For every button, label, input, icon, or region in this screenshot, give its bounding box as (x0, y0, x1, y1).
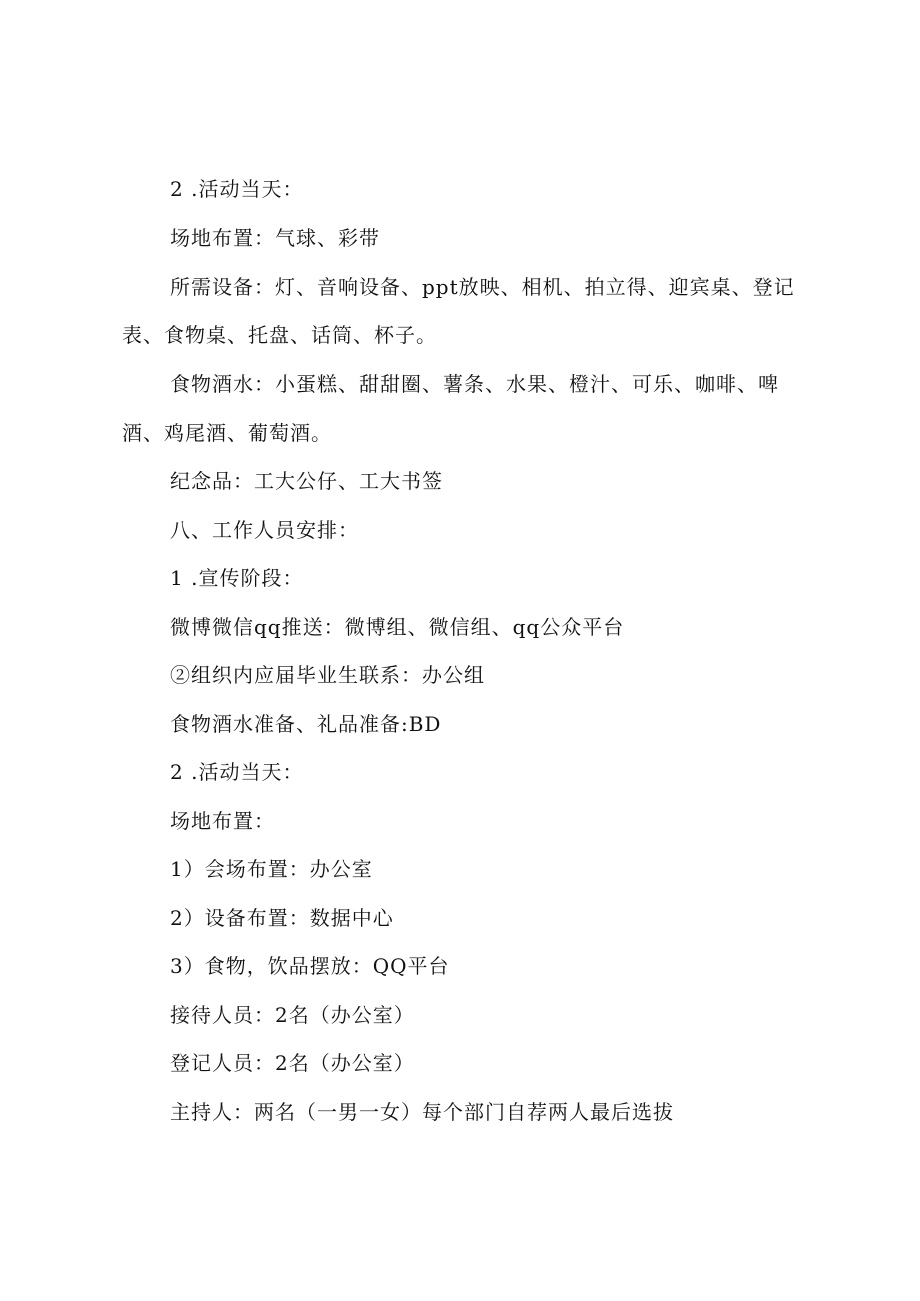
paragraph-food-drinks-cont: 酒、鸡尾酒、葡萄酒。 (122, 421, 332, 445)
paragraph-graduate-contact: ②组织内应届毕业生联系：办公组 (170, 663, 485, 687)
list-item-food: 3）食物，饮品摆放：QQ平台 (170, 954, 450, 978)
section-heading-event-day: 2 .活动当天： (170, 177, 304, 201)
paragraph-food-drinks: 食物酒水：小蛋糕、甜甜圈、薯条、水果、橙汁、可乐、咖啡、啤 (170, 372, 779, 396)
paragraph-social-push: 微博微信qq推送：微博组、微信组、qq公众平台 (170, 615, 625, 639)
subheading-event-day: 2 .活动当天： (170, 760, 304, 784)
list-item-equipment: 2）设备布置：数据中心 (170, 906, 394, 930)
paragraph-venue-setup: 场地布置： (170, 809, 275, 833)
paragraph-food-gift-prep: 食物酒水准备、礼品准备:BD (170, 712, 442, 736)
paragraph-venue-decor: 场地布置：气球、彩带 (170, 226, 380, 250)
section-heading-staff: 八、工作人员安排： (170, 518, 359, 542)
subheading-promotion: 1 .宣传阶段： (170, 566, 304, 590)
paragraph-souvenirs: 纪念品：工大公仔、工大书签 (170, 469, 443, 493)
paragraph-hosts: 主持人：两名（一男一女）每个部门自荐两人最后选拔 (170, 1100, 674, 1124)
list-item-venue: 1）会场布置：办公室 (170, 857, 373, 881)
paragraph-equipment: 所需设备：灯、音响设备、ppt放映、相机、拍立得、迎宾桌、登记 (170, 275, 795, 299)
paragraph-reception-staff: 接待人员：2名（办公室） (170, 1003, 415, 1027)
paragraph-registration-staff: 登记人员：2名（办公室） (170, 1051, 415, 1075)
paragraph-equipment-cont: 表、食物桌、托盘、话筒、杯子。 (122, 323, 437, 347)
